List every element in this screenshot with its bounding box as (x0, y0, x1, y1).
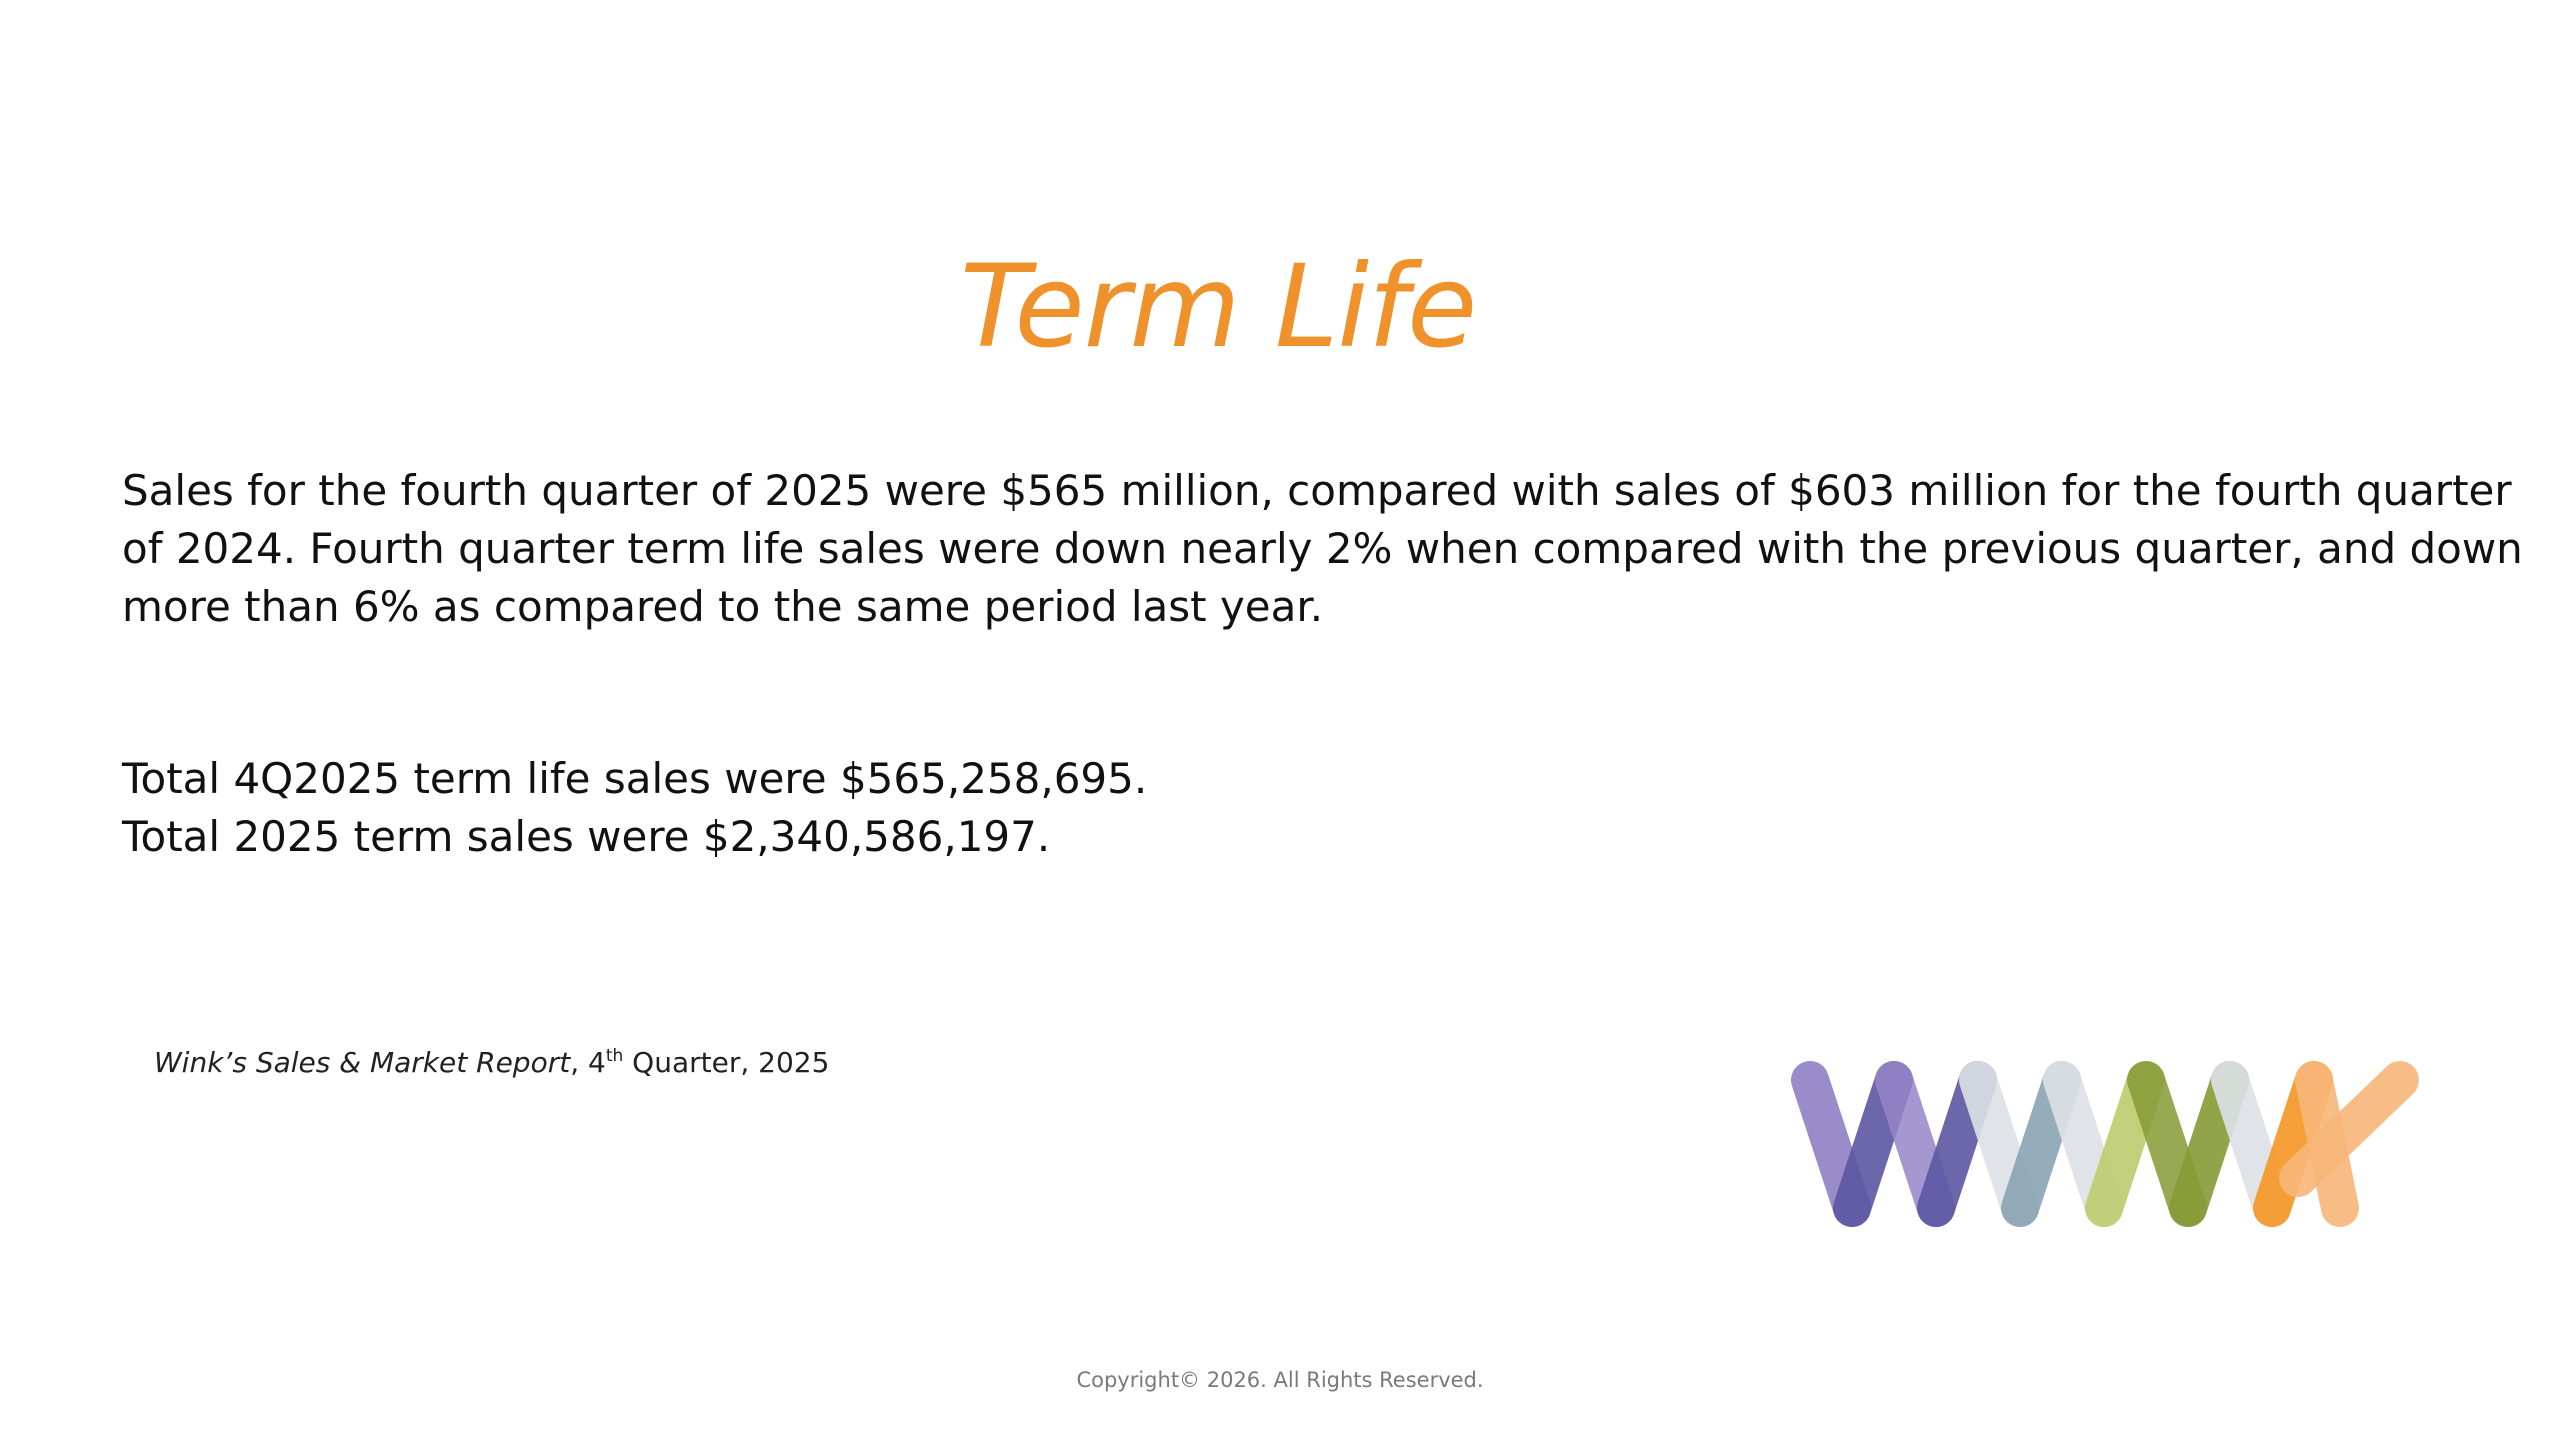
source-superscript: th (605, 1046, 624, 1066)
source-publication: Wink’s Sales & Market Report (154, 1046, 571, 1079)
source-separator: , 4 (570, 1046, 606, 1079)
source-citation (154, 1038, 829, 1081)
total-year-sales: Total 2025 term sales were $2,340,586,197. (122, 812, 1051, 861)
copyright-notice: Copyright© 2026. All Rights Reserved. (1076, 1368, 1484, 1392)
slide-title: Term Life (960, 240, 1477, 373)
totals-block (122, 750, 1147, 866)
wink-logo-icon (1788, 1058, 2422, 1230)
total-quarter-sales: Total 4Q2025 term life sales were $565,258,695. (122, 754, 1148, 803)
source-rest: Quarter, 2025 (623, 1046, 830, 1079)
summary-paragraph: Sales for the fourth quarter of 2025 were $565 million, compared with sales of $603 million for the fourth quarter of 2024. Fourth quarter term life sales were down nearly 2% when compared with the previous quarter, and down more than 6% as compared to the same period last year. (122, 466, 2523, 631)
